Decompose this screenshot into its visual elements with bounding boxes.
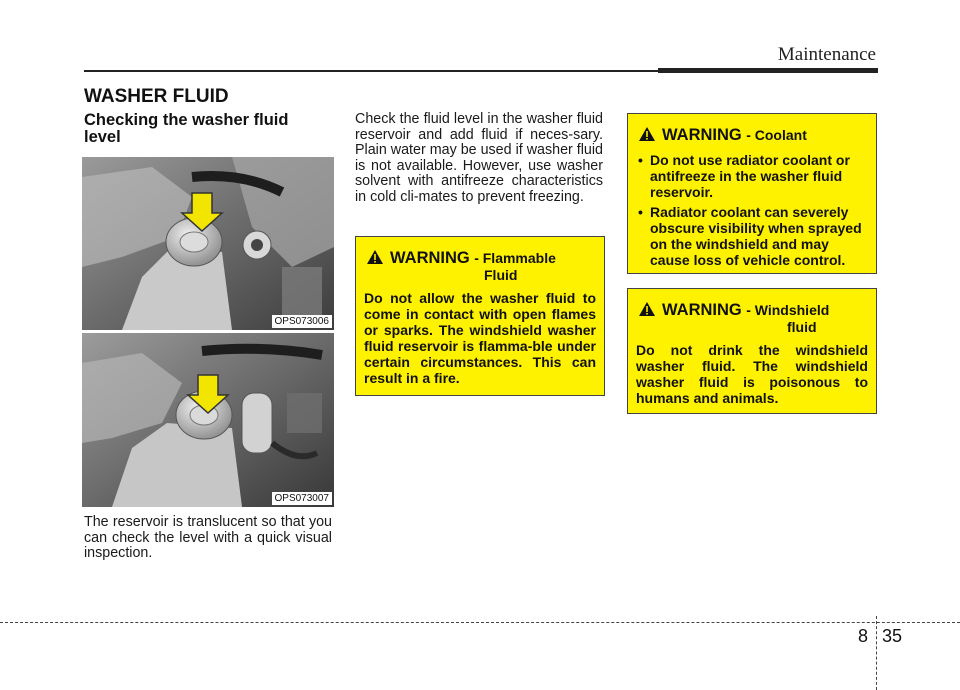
warning-triangle-icon: [366, 249, 384, 265]
warning-windshield-header: [636, 301, 868, 335]
warning-flammable-subtitle2: Fluid: [484, 267, 518, 283]
warning-flammable-body: Do not allow the washer fluid to come in contact with open flames or sparks. The windshield washer fluid reservoir is flamma-ble under certain circumstances. This can result in a fire.: [364, 290, 596, 386]
warning-windshield-body: Do not drink the windshield washer fluid. The windshield washer fluid is poisonous to humans and animals.: [636, 342, 868, 406]
page-number: 35: [882, 626, 903, 646]
engine-bay-illustration-b: [82, 333, 334, 507]
header-rule-accent: [658, 68, 878, 73]
warning-coolant-header: [636, 126, 868, 145]
warning-triangle-icon: [638, 301, 656, 317]
chapter-number: 8: [858, 626, 869, 646]
figure-b-photo: [82, 333, 334, 507]
engine-bay-illustration-a: [82, 157, 334, 330]
sub-heading: Checking the washer fluid level: [84, 111, 289, 146]
warning-flammable-title: WARNING: [390, 249, 470, 267]
section-header: Maintenance: [777, 44, 876, 65]
warning-windshield-box: [627, 288, 877, 414]
warning-coolant-box: [627, 113, 877, 274]
warning-triangle-icon: [638, 126, 656, 142]
list-item: • Do not use radiator coolant or antifreeze in the washer fluid reservoir.: [636, 152, 868, 200]
warning-flammable-header: [364, 249, 596, 283]
warning-coolant-title: WARNING: [662, 126, 742, 144]
warning-coolant-subtitle: - Coolant: [746, 127, 807, 143]
warning-windshield-title-group: [662, 301, 829, 335]
warning-windshield-subtitle: - Windshield: [746, 302, 830, 318]
warning-coolant-list: [636, 152, 868, 268]
warning-flammable-subtitle: - Flammable: [474, 250, 556, 266]
warning-flammable-box: [355, 236, 605, 396]
reservoir-paragraph: The reservoir is translucent so that you can check the level with a quick visual inspection.: [84, 514, 332, 561]
warning-coolant-title-group: [662, 126, 807, 145]
footer-rule: [0, 622, 960, 623]
footer-divider: [876, 616, 877, 690]
list-item: • Radiator coolant can severely obscure visibility when sprayed on the windshield and may cause loss of vehicle control.: [636, 204, 868, 268]
figure-a-code: OPS073006: [272, 315, 333, 328]
warning-windshield-title: WARNING: [662, 301, 742, 319]
warning-flammable-title-group: [390, 249, 556, 283]
check-level-paragraph: Check the fluid level in the washer fluid reservoir and add fluid if neces-sary. Plain water may be used if washer fluid is not available. However, use washer solvent with antifreeze characteristics in cold cli-mates to prevent freezing.: [355, 111, 603, 205]
page-title: WASHER FLUID: [84, 86, 229, 107]
warning-windshield-subtitle2: fluid: [787, 319, 817, 335]
figure-b-code: OPS073007: [272, 492, 333, 505]
figure-a-photo: [82, 157, 334, 330]
